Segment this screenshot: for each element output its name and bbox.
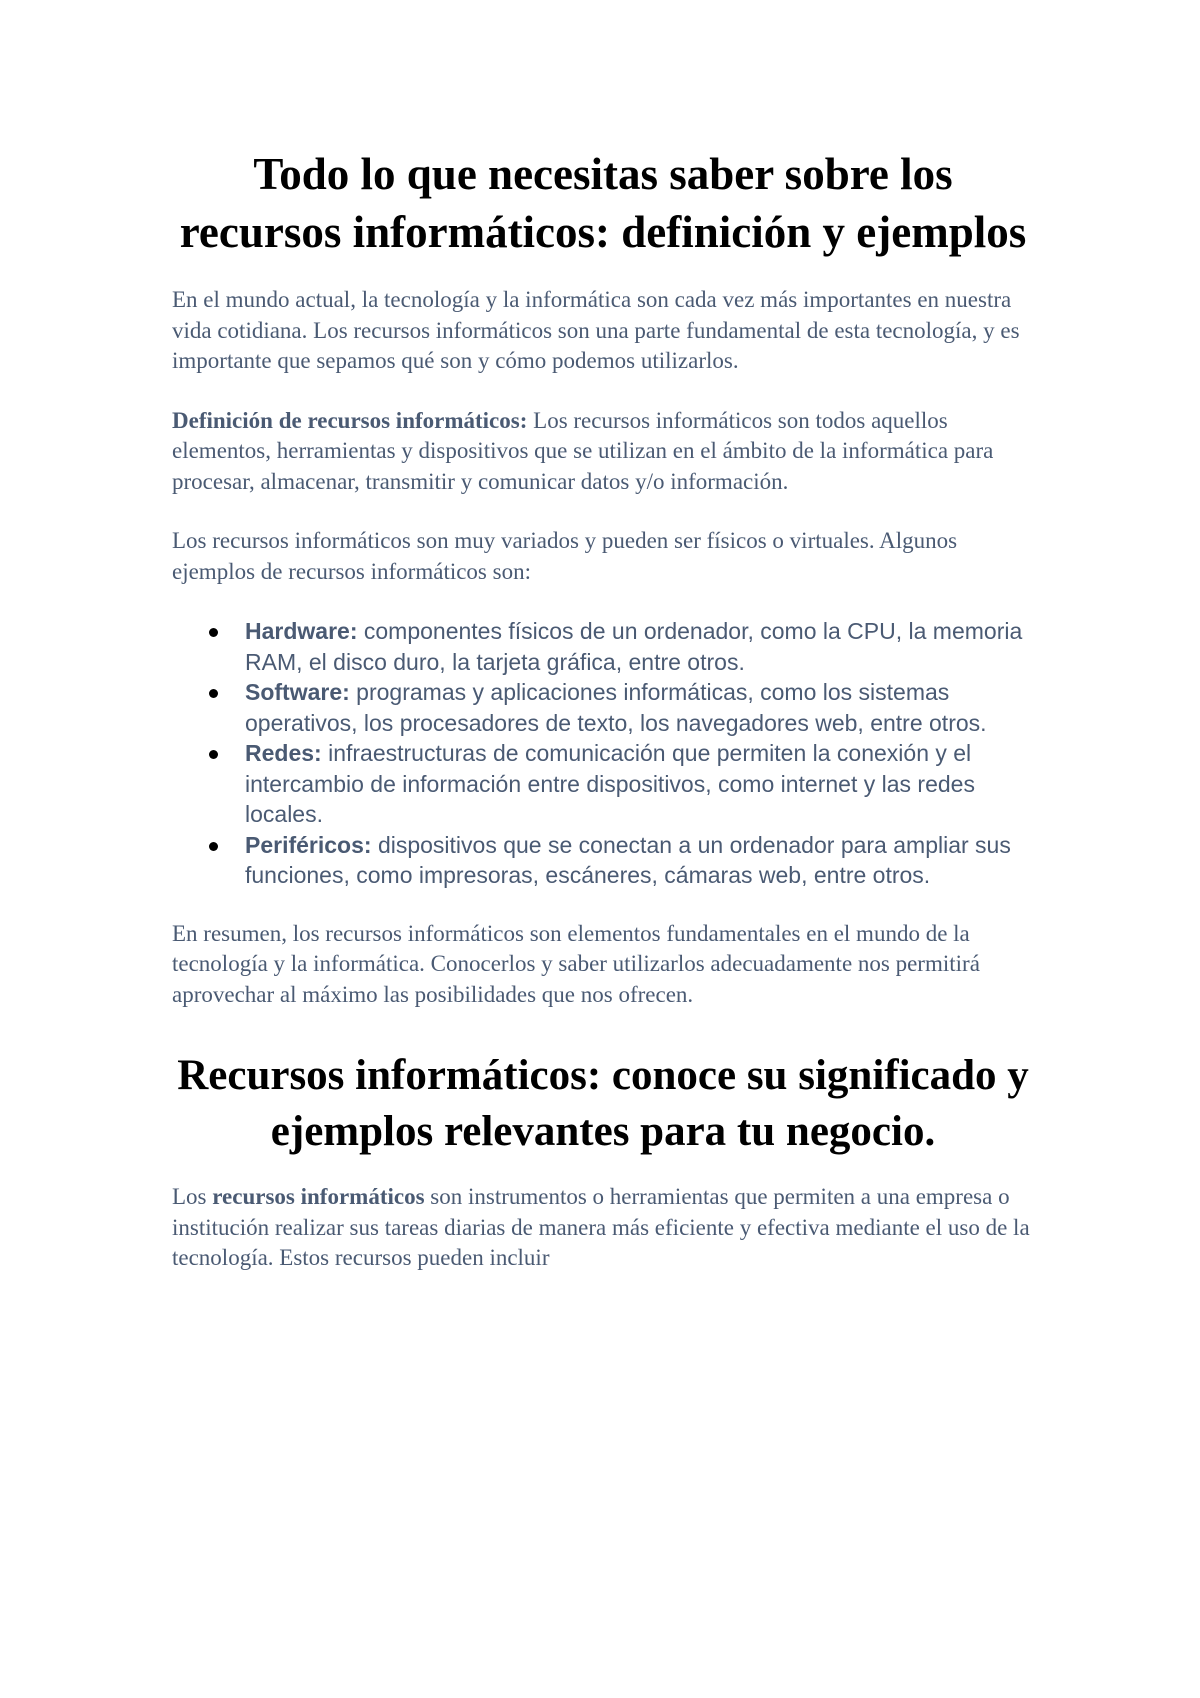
section2-bold-term: recursos informáticos: [212, 1184, 425, 1209]
list-item-perifericos: [245, 830, 1034, 891]
section2-paragraph: [172, 1182, 1034, 1274]
list-item-text: componentes físicos de un ordenador, como la CPU, la memoria RAM, el disco duro, la tarjeta gráfica, entre otros.: [245, 618, 1023, 675]
intro-paragraph: En el mundo actual, la tecnología y la informática son cada vez más importantes en nuestra vida cotidiana. Los recursos informáticos son una parte fundamental de esta tecnología, y es importante que sepamos qué son y cómo podemos utilizarlos.: [172, 287, 1020, 373]
list-item-text: programas y aplicaciones informáticas, como los sistemas operativos, los procesadores de texto, los navegadores web, entre otros.: [245, 679, 987, 736]
examples-intro-paragraph: Los recursos informáticos son muy variados y pueden ser físicos o virtuales. Algunos ejemplos de recursos informáticos son:: [172, 528, 958, 584]
list-item-text: infraestructuras de comunicación que permiten la conexión y el intercambio de información entre dispositivos, como internet y las redes locales.: [245, 740, 975, 827]
bullet-icon: [209, 628, 218, 637]
document-content: [172, 145, 1034, 1303]
bullet-icon: [209, 689, 218, 698]
section2-text-rest: son instrumentos o herramientas que permiten a una empresa o institución realizar sus tareas diarias de manera más eficiente y efectiva mediante el uso de la tecnología. Estos recursos pueden incluir: [172, 1184, 1030, 1270]
list-item-term: Hardware:: [245, 618, 358, 644]
bullet-icon: [209, 750, 218, 759]
section-title: Recursos informáticos: conoce su significado y ejemplos relevantes para tu negocio.: [177, 1052, 1029, 1155]
page-title: Todo lo que necesitas saber sobre los recursos informáticos: definición y ejemplos: [179, 149, 1027, 257]
list-item-term: Software:: [245, 679, 350, 705]
list-item-redes: [245, 738, 1034, 830]
list-item-term: Periféricos:: [245, 831, 372, 858]
list-item-hardware: [245, 616, 1034, 677]
definition-term: Definición de recursos informáticos:: [172, 407, 528, 433]
section2-text-start: Los: [172, 1184, 213, 1209]
list-item-software: [245, 677, 1034, 738]
examples-list: [172, 616, 1034, 891]
definition-text: Los recursos informáticos son todos aquellos elementos, herramientas y dispositivos que se utilizan en el ámbito de la informática para procesar, almacenar, transmitir y comunicar datos y/o información.: [172, 407, 994, 494]
definition-paragraph: [172, 406, 1034, 498]
summary-paragraph: En resumen, los recursos informáticos son elementos fundamentales en el mundo de la tecnología y la informática. Conocerlos y saber utilizarlos adecuadamente nos permitirá aprovechar al máximo las posibilidades que nos ofrecen.: [172, 920, 980, 1007]
bullet-icon: [209, 842, 218, 851]
list-item-text: dispositivos que se conectan a un ordenador para ampliar sus funciones, como impresoras, escáneres, cámaras web, entre otros.: [245, 831, 1011, 888]
list-item-term: Redes:: [245, 740, 322, 766]
